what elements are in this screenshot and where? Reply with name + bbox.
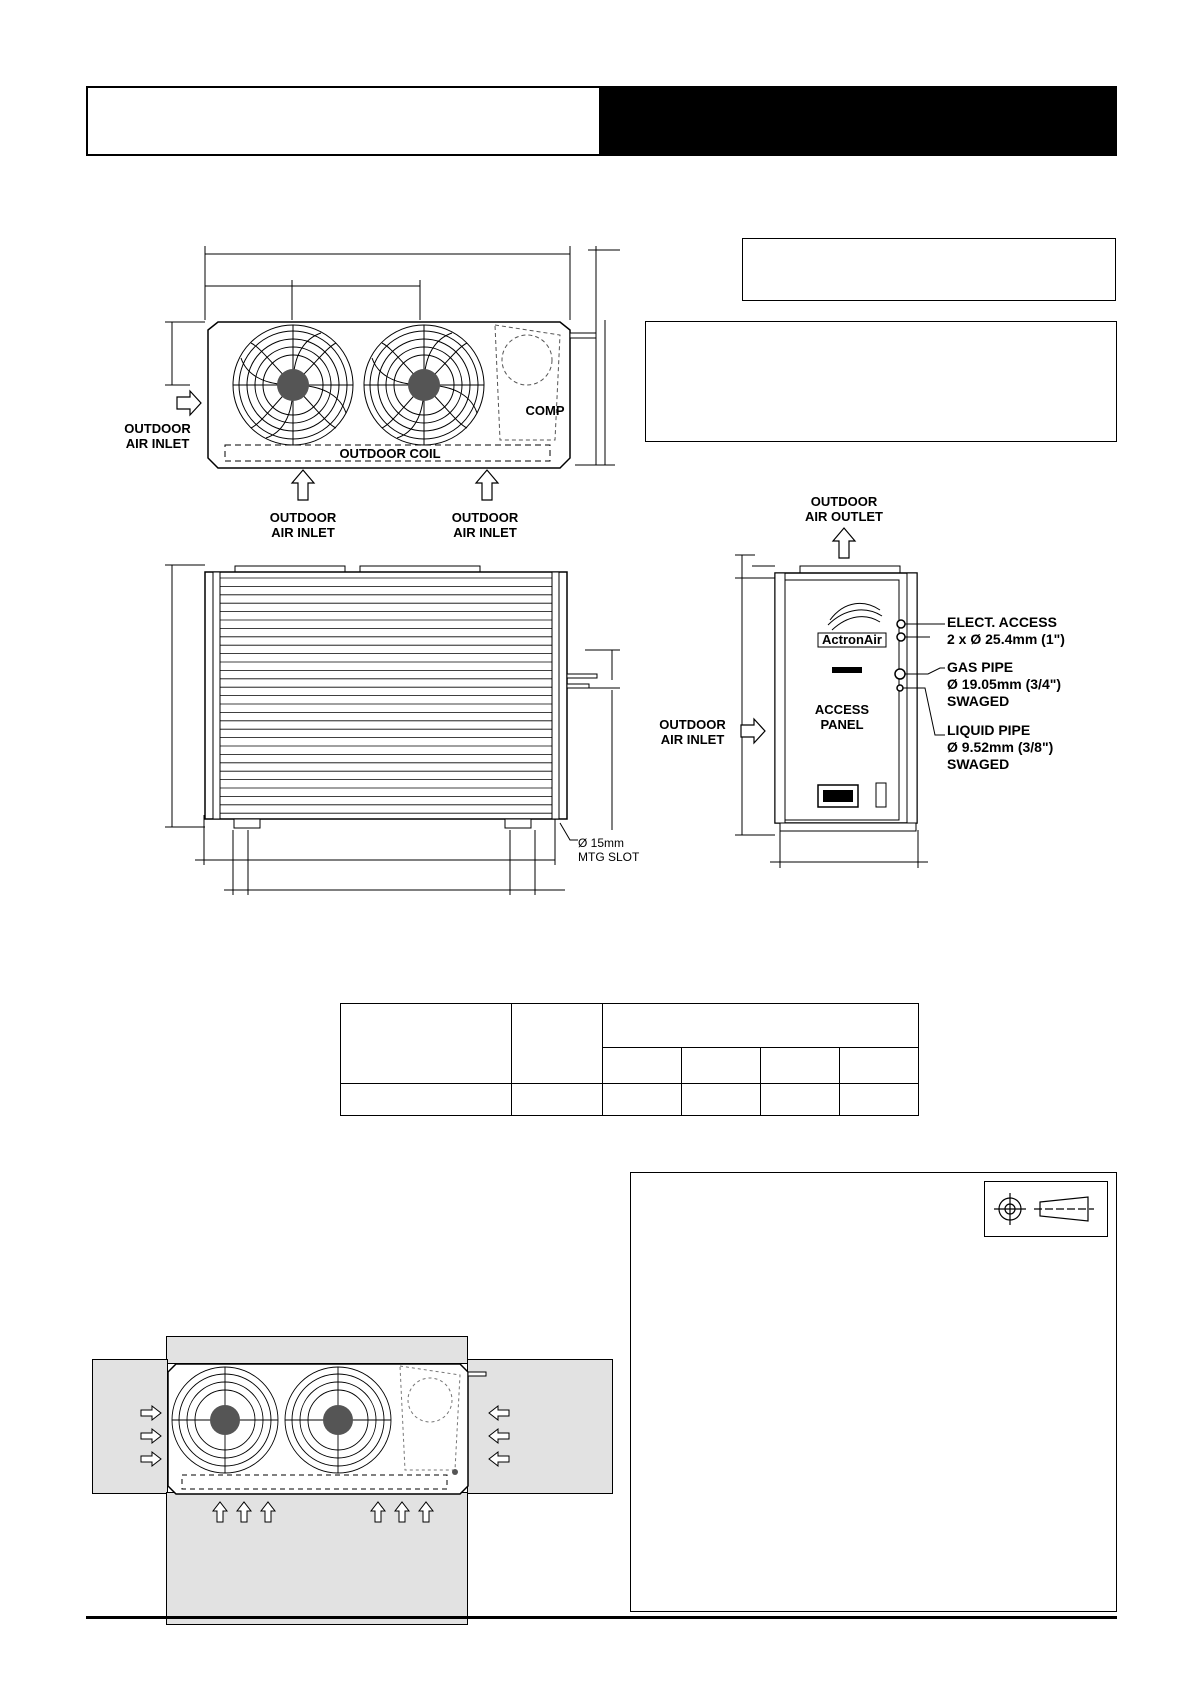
arrow-left-icon xyxy=(488,1451,510,1467)
table-cell xyxy=(840,1048,919,1084)
spec-table xyxy=(340,1003,919,1116)
arrow-up-icon xyxy=(832,527,856,559)
outdoor-coil-label: OUTDOOR COIL xyxy=(339,446,441,461)
footer-rule xyxy=(86,1616,1117,1619)
arrow-right-icon xyxy=(740,718,766,744)
arrow-up-icon xyxy=(394,1501,410,1523)
table-cell xyxy=(761,1048,840,1084)
arrow-up-icon xyxy=(260,1501,276,1523)
outdoor-air-inlet-label-bottom-1: OUTDOOR AIR INLET xyxy=(269,510,337,540)
access-panel-label: ACCESS PANEL xyxy=(814,702,870,732)
elect-access-label: ELECT. ACCESS 2 x Ø 25.4mm (1") xyxy=(947,614,1065,647)
table-cell xyxy=(603,1084,682,1116)
arrow-right-icon xyxy=(140,1405,162,1421)
brand-logo: ActronAir xyxy=(822,632,882,647)
arrow-right-icon xyxy=(140,1451,162,1467)
arrow-up-icon xyxy=(418,1501,434,1523)
arrow-up-icon xyxy=(236,1501,252,1523)
installation-notes-box xyxy=(630,1172,1117,1612)
arrow-left-icon xyxy=(488,1428,510,1444)
pipe-symbol-icon xyxy=(990,1185,1102,1233)
table-row xyxy=(341,1084,512,1116)
outdoor-air-inlet-label-side: OUTDOOR AIR INLET xyxy=(659,717,726,747)
arrow-up-icon xyxy=(370,1501,386,1523)
table-cell xyxy=(682,1084,761,1116)
liquid-pipe-label: LIQUID PIPE Ø 9.52mm (3/8") SWAGED xyxy=(947,722,1054,772)
table-cell xyxy=(512,1084,603,1116)
table-cell xyxy=(761,1084,840,1116)
gas-pipe-label: GAS PIPE Ø 19.05mm (3/4") SWAGED xyxy=(947,659,1062,709)
arrow-right-icon xyxy=(140,1428,162,1444)
arrow-up-icon xyxy=(212,1501,228,1523)
table-cell xyxy=(840,1084,919,1116)
outdoor-air-outlet-label: OUTDOOR AIR OUTLET xyxy=(805,494,883,524)
arrow-left-icon xyxy=(488,1405,510,1421)
table-cell xyxy=(512,1004,603,1084)
outdoor-air-inlet-label-left: OUTDOOR AIR INLET xyxy=(124,421,191,451)
comp-label: COMP xyxy=(525,403,565,418)
outdoor-air-inlet-label-bottom-2: OUTDOOR AIR INLET xyxy=(451,510,519,540)
table-cell xyxy=(603,1004,919,1048)
mtg-slot-label: Ø 15mm MTG SLOT xyxy=(578,836,640,864)
table-cell xyxy=(603,1048,682,1084)
table-cell xyxy=(682,1048,761,1084)
table-cell xyxy=(341,1004,512,1084)
